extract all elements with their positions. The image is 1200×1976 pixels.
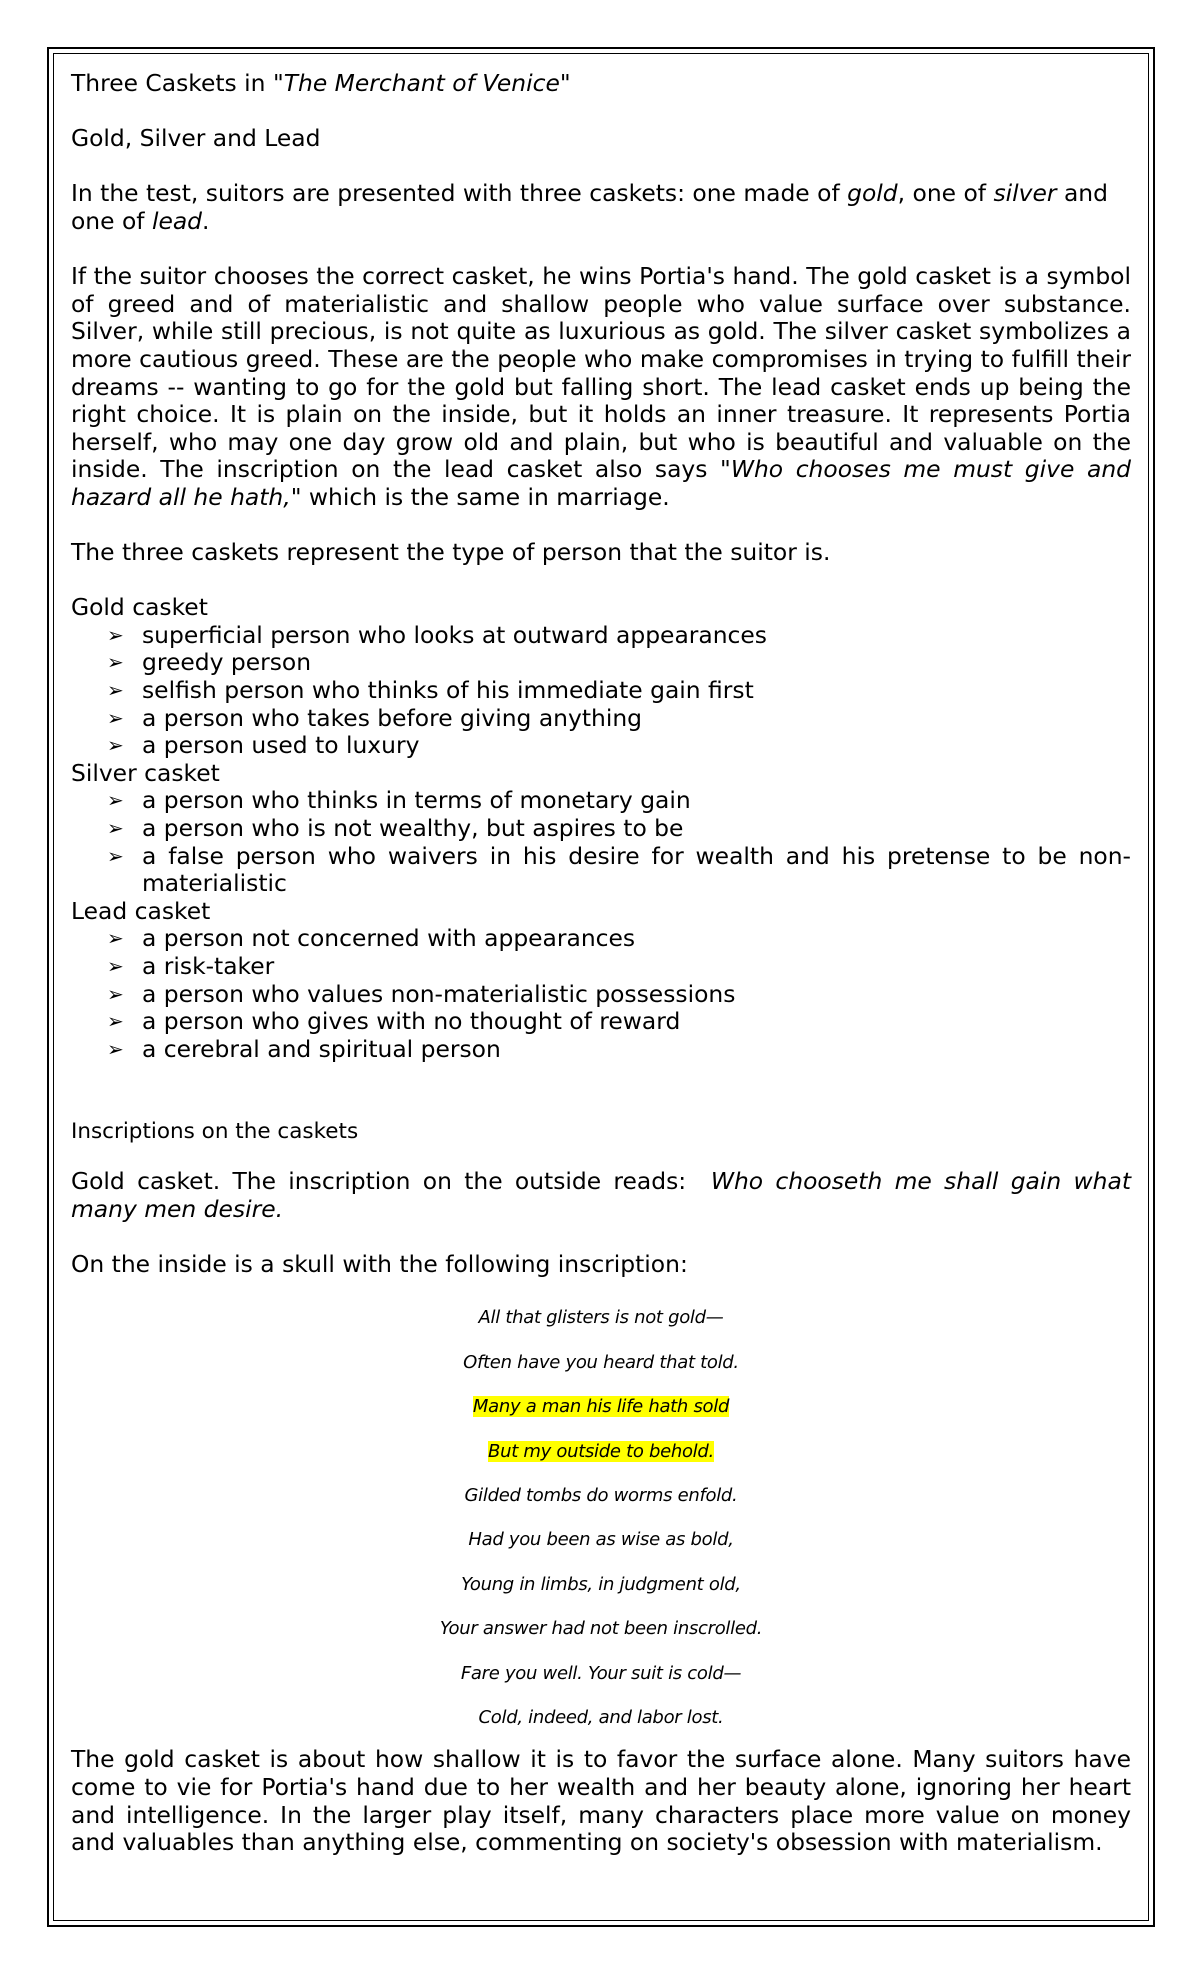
arrow-bullet-icon: ➢ (107, 650, 124, 675)
arrow-bullet-icon: ➢ (107, 1009, 124, 1034)
arrow-bullet-icon: ➢ (107, 733, 124, 758)
list-item: ➢ a person who takes before giving anything (107, 703, 642, 732)
arrow-bullet-icon: ➢ (107, 926, 124, 951)
spacer (71, 1063, 1131, 1118)
poem-line: Fare you well. Your suit is cold— (460, 1662, 742, 1684)
arrow-bullet-icon: ➢ (107, 622, 124, 647)
document-title: Three Caskets in "The Merchant of Venice" (71, 69, 571, 97)
list-item: ➢ selfish person who thinks of his immediate gain first (107, 676, 754, 705)
list-item: ➢ a cerebral and spiritual person (107, 1034, 501, 1063)
list-item: ➢ greedy person (107, 648, 312, 677)
list-item: ➢ a person not concerned with appearances (107, 924, 636, 953)
poem-line-highlighted: Many a man his life hath sold (472, 1396, 730, 1418)
arrow-bullet-icon: ➢ (107, 788, 124, 813)
inscriptions-heading: Inscriptions on the caskets (71, 1119, 359, 1145)
list-item: ➢ a person who thinks in terms of monetary gain (107, 786, 691, 815)
arrow-bullet-icon: ➢ (107, 843, 124, 868)
gold-inscription-quote: Who chooseth me shall gain what many men desire. (71, 1166, 1131, 1223)
arrow-bullet-icon: ➢ (107, 816, 124, 841)
arrow-bullet-icon: ➢ (107, 1036, 124, 1061)
arrow-bullet-icon: ➢ (107, 981, 124, 1006)
lead-casket-heading: Lead casket (71, 896, 211, 925)
poem-line: All that glisters is not gold— (478, 1307, 724, 1329)
poem-line: Your answer had not been inscrolled. (439, 1618, 763, 1640)
closing-paragraph: The gold casket is about how shallow it is to favor the surface alone. Many suitors have come to vie for Portia's hand due to her wealth and her beauty alone, ignoring her heart and intelligence. In the larger play itself, many characters place more value on money and valuables than anything else, commenting on society's obsession with materialism. (71, 1745, 1131, 1857)
poem-line: Often have you heard that told. (463, 1351, 739, 1373)
play-title: The Merchant of Venice (283, 69, 560, 97)
list-item: ➢ a false person who waivers in his desire for wealth and his pretense to be non-materialistic (107, 841, 1131, 898)
poem-line: Young in limbs, in judgment old, (461, 1573, 741, 1595)
list-item: ➢ a person used to luxury (107, 731, 420, 760)
list-item: ➢ a person who values non-materialistic possessions (107, 979, 736, 1008)
poem-line: Had you been as wise as bold, (468, 1529, 734, 1551)
intro-paragraph: In the test, suitors are presented with three caskets: one made of gold, one of silver and one of lead. (71, 179, 1108, 235)
list-item: ➢ a person who gives with no thought of reward (107, 1007, 681, 1036)
silver-casket-heading: Silver casket (71, 758, 220, 787)
gold-casket-heading: Gold casket (71, 593, 208, 622)
poem-line: Cold, indeed, and labor lost. (478, 1707, 724, 1728)
list-item: ➢ a risk-taker (107, 952, 275, 980)
list-item: ➢ superficial person who looks at outward appearances (107, 620, 767, 649)
silver-casket-list (71, 787, 1131, 897)
arrow-bullet-icon: ➢ (107, 705, 124, 730)
document-subtitle: Gold, Silver and Lead (71, 124, 321, 153)
lead-casket-list (71, 925, 1131, 1063)
symbolism-paragraph: If the suitor chooses the correct casket, he wins Portia's hand. The gold casket is a symbol of greed and of materialistic and shallow people who value surface over substance. Silver, while still precious, is not quite as luxurious as gold. The silver casket symbolizes a more cautious greed. These are the people who make compromises in trying to fulfill their dreams -- wanting to go for the gold but falling short. The lead casket ends up being the right choice. It is plain on the inside, but it holds an inner treasure. It represents Portia herself, who may one day grow old and plain, but who is beautiful and valuable on the inside. The inscription on the lead casket also says "Who chooses me must give and hazard all he hath," which is the same in marriage. (71, 262, 1131, 511)
list-item: ➢ a person who is not wealthy, but aspires to be (107, 814, 684, 843)
suitor-type-paragraph: The three caskets represent the type of person that the suitor is. (71, 538, 831, 567)
lead-inscription-quote: Who chooses me must give and hazard all he hath, (71, 455, 1131, 511)
skull-intro: On the inside is a skull with the following inscription: (71, 1249, 688, 1278)
arrow-bullet-icon: ➢ (107, 954, 124, 978)
poem-line-highlighted: But my outside to behold. (488, 1440, 714, 1462)
arrow-bullet-icon: ➢ (107, 678, 124, 703)
document-body (71, 70, 1131, 1857)
poem-line: Gilded tombs do worms enfold. (464, 1484, 738, 1506)
gold-inscription-paragraph: Gold casket. The inscription on the outside reads: Who chooseth me shall gain what many men desire. (71, 1166, 1131, 1223)
skull-inscription-poem (71, 1296, 1131, 1740)
gold-casket-list (71, 622, 1131, 760)
